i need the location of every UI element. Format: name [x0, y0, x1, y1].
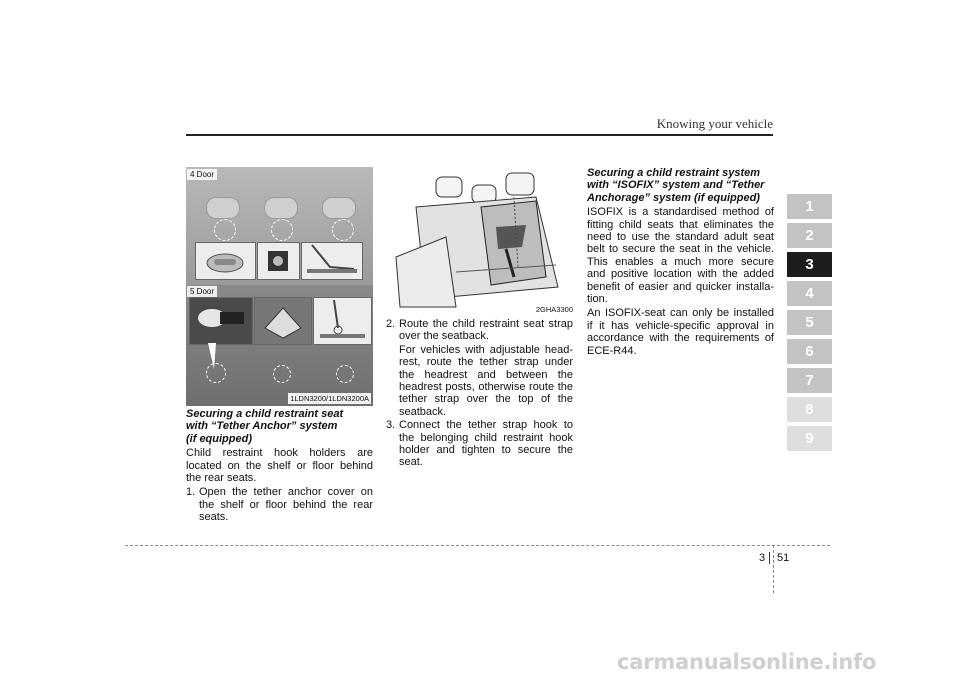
list-item-step-3	[386, 419, 573, 469]
pointer-arrow	[186, 285, 373, 406]
header-title: Knowing your vehicle	[656, 116, 773, 131]
list-item-step-2	[386, 318, 573, 343]
anchor-location-circle	[336, 365, 354, 383]
chapter-tab-5[interactable]: 5	[787, 310, 832, 335]
photo-label-4door: 4 Door	[187, 169, 217, 180]
headrest	[206, 197, 240, 219]
chapter-tab-3[interactable]: 3	[787, 252, 832, 277]
chapter-tab-1[interactable]: 1	[787, 194, 832, 219]
page-chapter-number: 3	[759, 552, 766, 564]
headrest	[264, 197, 298, 219]
anchor-location-circle	[214, 219, 236, 241]
rear-seat-with-child-seat-drawing	[386, 167, 573, 314]
inset-anchor-cover	[195, 242, 256, 280]
chapter-tab-4[interactable]: 4	[787, 281, 832, 306]
inset-tether-strap	[301, 242, 363, 280]
list-text: Route the child restraint seat strap over the seatback.	[399, 318, 573, 343]
list-number: 1.	[186, 486, 196, 499]
headrest	[322, 197, 356, 219]
list-text: Open the tether anchor cover on the shelf or floor behind the rear seats.	[199, 486, 373, 524]
heading-line: with “Tether Anchor” system	[186, 420, 338, 433]
page-number: 51	[777, 552, 790, 564]
heading-line: Securing a child restraint system	[587, 167, 761, 179]
anchor-location-circle	[332, 219, 354, 241]
chapter-tabs	[787, 194, 832, 455]
header-rule	[186, 134, 773, 136]
heading-line: with “ISOFIX” system and “Tether	[587, 179, 765, 192]
list-text: Connect the tether strap hook to the belonging child restraint hook holder and tighten to secure the seat.	[399, 419, 573, 469]
intro-paragraph: Child restraint hook holders are located on the shelf or floor behind the rear seats.	[186, 447, 373, 485]
step-2-note: For vehicles with adjustable head-rest, route the tether strap under the headrest and between the headrest posts, otherwise route the tether strap over the top of the seatback.	[399, 343, 573, 418]
tether-anchor-photo	[186, 167, 373, 406]
page-number-separator	[769, 552, 770, 564]
chapter-tab-8[interactable]: 8	[787, 397, 832, 422]
chapter-tab-2[interactable]: 2	[787, 223, 832, 248]
watermark: carmanualsonline.info	[617, 650, 877, 674]
photo-5door-floor	[186, 285, 373, 406]
anchor-location-circle	[273, 365, 291, 383]
footer-rule	[125, 545, 830, 546]
footer-divider	[773, 545, 774, 593]
figure-code: 2GHA3300	[535, 305, 573, 314]
column-3	[587, 167, 774, 359]
seat-illustration	[386, 167, 573, 314]
column-1	[186, 408, 373, 525]
column-2	[386, 318, 573, 470]
figure-code: 1LDN3200/1LDN3200A	[290, 394, 369, 403]
list-item-step-1	[186, 486, 373, 523]
section-heading-isofix	[587, 167, 774, 204]
isofix-paragraph: ISOFIX is a standardised method of fitting child seats that eliminates the need to use the standard adult seat belt to secure the seat in the vehicle. This enables a much more secure and positive location with the added benefit of easier and quicker installa-tion.	[587, 206, 774, 306]
anchor-location-circle	[271, 219, 293, 241]
chapter-tab-9[interactable]: 9	[787, 426, 832, 451]
inset-anchor-hook	[257, 242, 300, 280]
list-number: 2.	[386, 318, 396, 330]
heading-line: Securing a child restraint seat	[186, 408, 344, 420]
heading-line: Anchorage” system (if equipped)	[587, 191, 760, 204]
list-number: 3.	[386, 419, 396, 432]
section-heading-tether-anchor	[186, 408, 373, 445]
anchor-location-circle	[206, 363, 226, 383]
chapter-tab-6[interactable]: 6	[787, 339, 832, 364]
photo-4door-rear-shelf	[186, 167, 373, 285]
isofix-approval-paragraph: An ISOFIX-seat can only be installed if it has vehicle-specific approval in accordance with the requirements of ECE-R44.	[587, 307, 774, 357]
heading-line: (if equipped)	[186, 432, 252, 445]
chapter-tab-7[interactable]: 7	[787, 368, 832, 393]
photo-label-5door: 5 Door	[187, 286, 217, 297]
